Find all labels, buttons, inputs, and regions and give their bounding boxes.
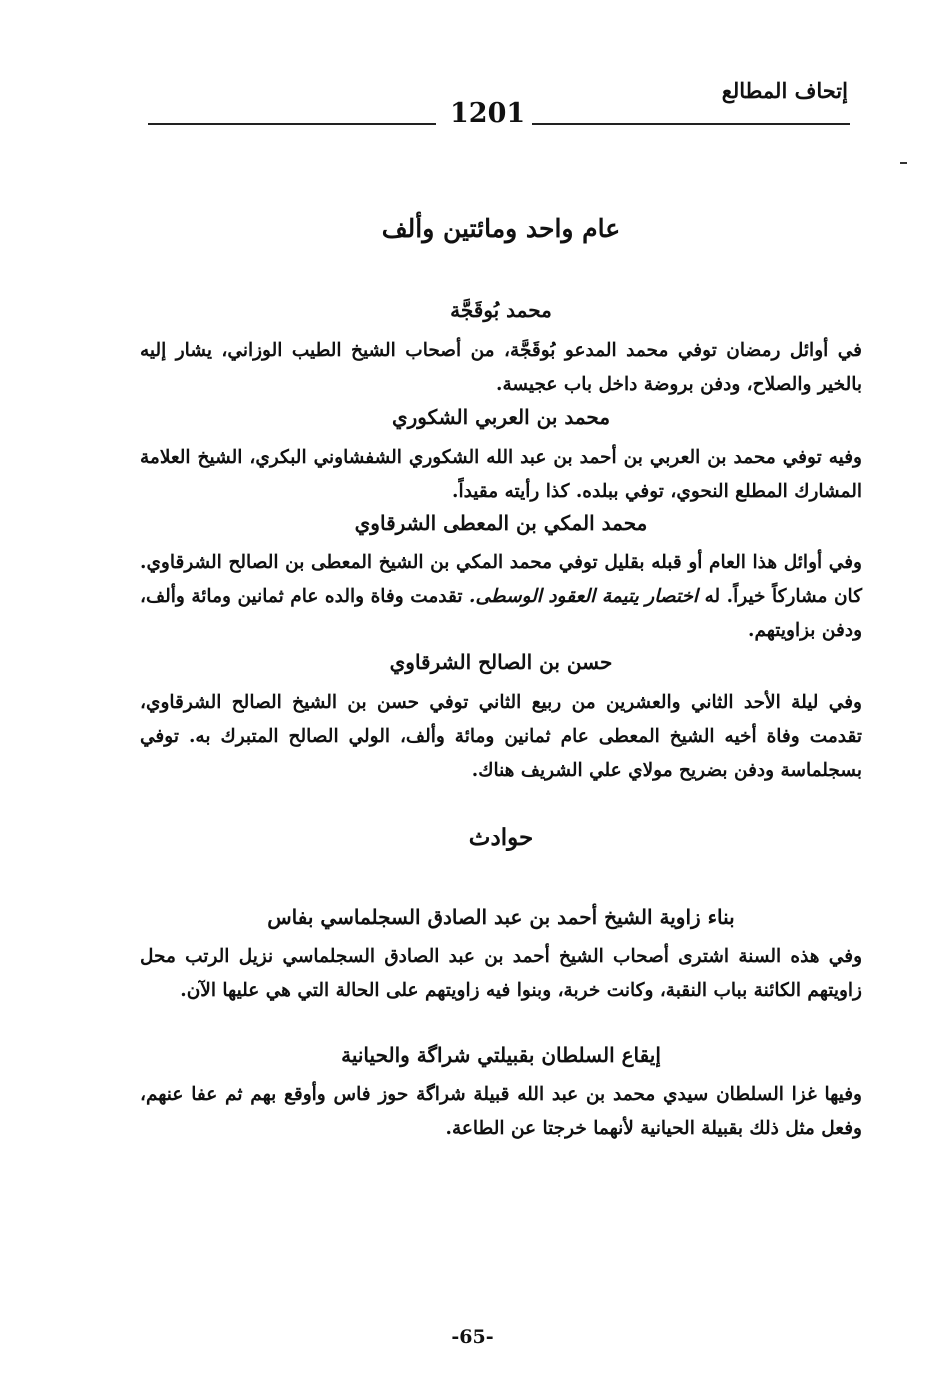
page-number: -65-	[451, 1326, 494, 1348]
obituary-text-3-part-1: وفي أوائل هذا العام أو قبله بقليل توفي محمد المكي بن الشيخ المعطى بن الصالح الشرقاوي. كان مشاركاً خيراً. له	[140, 552, 863, 607]
obituary-text-2: وفيه توفي محمد بن العربي بن أحمد بن عبد الله الشكوري الشفشاوني البكري، الشيخ العلامة المشارك المطلع النحوي، توفي ببلده. كذا رأيته مقيداً.	[140, 447, 862, 502]
header-rule-left	[148, 123, 436, 125]
obituary-text-4: وفي ليلة الأحد الثاني والعشرين من ربيع الثاني توفي حسن بن الشيخ الصالح الشرقاوي، تقدمت وفاة أخيه الشيخ المعطى عام ثمانين ومائة وألف، الولي الصالح المتبرك به. توفي بسجلماسة ودفن بضريح مولاي علي الشريف هناك.	[140, 692, 862, 781]
year-header	[148, 96, 850, 136]
obituary-heading-2: محمد بن العربي الشكوري	[391, 405, 611, 429]
event-heading-1: بناء زاوية الشيخ أحمد بن عبد الصادق السجلماسي بفاس	[267, 905, 735, 929]
obituary-text-3-part-2: تقدمت وفاة والده عام ثمانين ومائة وألف، ودفن بزاويتهم.	[140, 586, 862, 641]
year-title: عام واحد ومائتين وألف	[381, 214, 621, 243]
obituary-text-3	[140, 546, 862, 648]
events-title: حوادث	[468, 824, 534, 851]
year-number: 1201	[450, 98, 526, 129]
obituary-heading-1: محمد بُوقَجَّة	[450, 298, 552, 322]
event-text-1: وفي هذه السنة اشترى أصحاب الشيخ أحمد بن عبد الصادق السجلماسي نزيل الرتب محل زاويتهم الكائنة بباب النقبة، وكانت خربة، وبنوا فيه زاويتهم على الحالة التي هي عليها الآن.	[140, 946, 862, 1001]
obituary-heading-3: محمد المكي بن المعطى الشرقاوي	[354, 511, 648, 535]
event-heading-2: إيقاع السلطان بقبيلتي شراگة والحيانية	[341, 1043, 661, 1067]
obituary-text-1: في أوائل رمضان توفي محمد المدعو بُوقَجَّة، من أصحاب الشيخ الطيب الوزاني، يشار إليه بالخير والصلاح، ودفن بروضة داخل باب عجيسة.	[140, 340, 862, 395]
margin-mark	[900, 162, 907, 164]
obituary-heading-4: حسن بن الصالح الشرقاوي	[389, 650, 613, 674]
running-title: إتحاف المطالع	[721, 78, 848, 103]
header-rule-right	[532, 123, 850, 125]
work-title: اختصار يتيمة العقود الوسطى.	[469, 586, 699, 607]
event-text-2: وفيها غزا السلطان سيدي محمد بن عبد الله قبيلة شراگة حوز فاس وأوقع بهم ثم عفا عنهم، وفعل مثل ذلك بقبيلة الحيانية لأنهما خرجتا عن الطاعة.	[140, 1084, 862, 1139]
